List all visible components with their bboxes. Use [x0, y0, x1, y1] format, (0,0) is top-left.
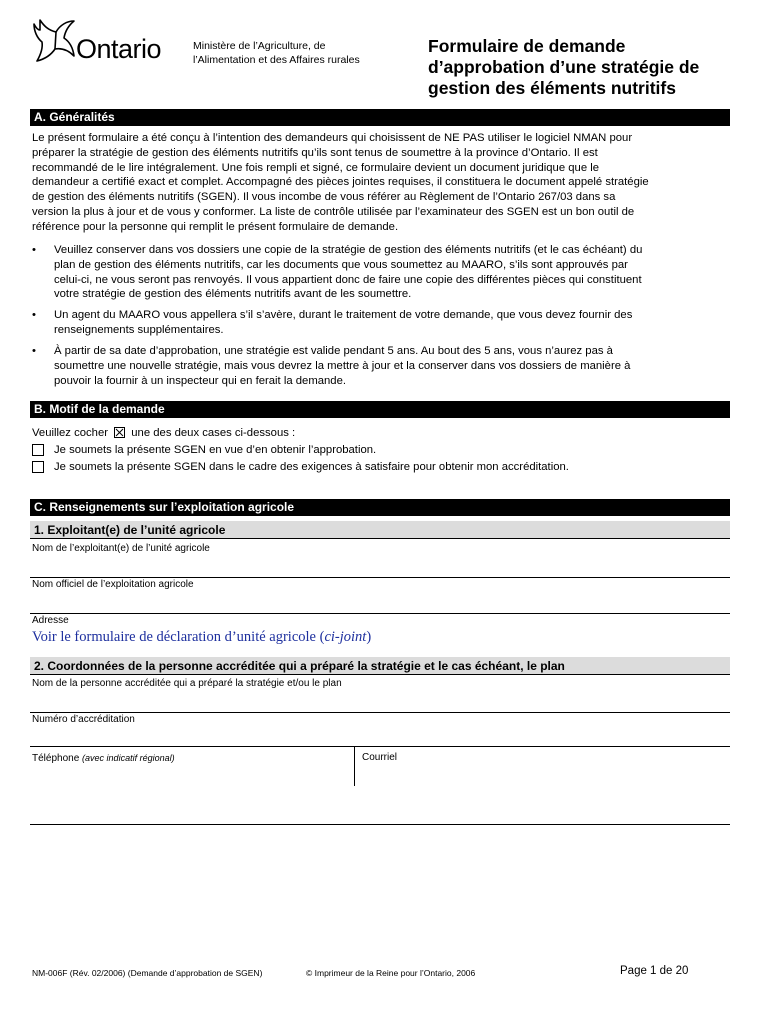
- divider: [30, 746, 730, 747]
- form-title-line-1: Formulaire de demande: [428, 36, 626, 56]
- bullet-line: Veuillez conserver dans vos dossiers une copie de la stratégie de gestion des éléments nutritifs (et le cas échéant) du: [54, 244, 643, 256]
- intro-line: référence pour la personne qui remplit le présent formulaire de demande.: [32, 220, 399, 233]
- accredited-person-label: Nom de la personne accréditée qui a préparé la stratégie et/ou le plan: [32, 678, 342, 689]
- divider: [30, 577, 730, 578]
- phone-label: [32, 752, 175, 765]
- accreditation-number-field[interactable]: [30, 727, 730, 745]
- accreditation-number-label: Numéro d’accréditation: [32, 714, 135, 725]
- address-label: Adresse: [32, 615, 69, 626]
- bullet-line: soumettre une nouvelle stratégie, mais vous devrez la mettre à jour et la conserver dans vos dossiers de manière à: [54, 359, 631, 372]
- form-title: [428, 36, 748, 99]
- email-label: Courriel: [362, 752, 398, 763]
- official-name-field[interactable]: [30, 592, 730, 612]
- bullet-item-agent: [32, 308, 720, 338]
- operator-name-label: Nom de l’exploitant(e) de l’unité agricole: [32, 543, 210, 554]
- divider: [30, 712, 730, 713]
- bullet-line: À partir de sa date d’approbation, une stratégie est valide pendant 5 ans. Au bout des 5 ans, vous n’aurez pas à: [54, 345, 613, 357]
- bullet-item-validity: [32, 344, 720, 389]
- intro-line: version la plus à jour et de vous y conformer. La liste de contrôle utilisée par l’examinateur des SGEN est un bon outil de: [32, 205, 635, 218]
- bullet-item-copy: [32, 243, 720, 303]
- address-value-text: Voir le formulaire de déclaration d’unité agricole (: [32, 629, 325, 645]
- phone-label-text: Téléphone: [32, 753, 80, 764]
- field-divider: [354, 746, 355, 786]
- bullet-line: celui-ci, ne vous seront pas renvoyés. Il vous appartient donc de faire une copie des différentes pièces qui constituent: [54, 273, 642, 286]
- section-c-header: C. Renseignements sur l’exploitation agricole: [30, 499, 730, 516]
- intro-line: préparer la stratégie de gestion des éléments nutritifs qu’ils sont tenus de soumettre à la province d’Ontario. Il est: [32, 146, 598, 159]
- bullet-line: votre stratégie de gestion des éléments nutritifs avant de les soumettre.: [54, 288, 412, 301]
- intro-line: recommandé de le lire intégralement. Une fois rempli et signé, ce formulaire devient un document juridique que le: [32, 161, 600, 174]
- page-number: Page 1 de 20: [620, 965, 689, 977]
- approval-option-label: Je soumets la présente SGEN en vue d’en obtenir l’approbation.: [54, 444, 377, 456]
- logo-wordmark: Ontario: [76, 34, 162, 64]
- email-field[interactable]: [358, 765, 728, 785]
- intro-line: de gestion des éléments nutritifs (SGEN). Il vous incombe de vous référer au Règlement de l’Ontario 267/03 dans sa: [32, 191, 616, 204]
- section-b-instruction: [32, 425, 632, 440]
- accredited-person-field[interactable]: [30, 691, 730, 711]
- bullet-line: plan de gestion des éléments nutritifs, car les documents que vous soumettez au MAARO, s’ils sont approuvés par: [54, 258, 628, 271]
- address-value[interactable]: [32, 629, 371, 646]
- section-a-intro: [32, 131, 720, 235]
- ontario-logo: [30, 16, 170, 68]
- address-value-suffix: ): [366, 629, 372, 645]
- ministry-line-2: l’Alimentation et des Affaires rurales: [193, 54, 360, 66]
- accreditation-checkbox[interactable]: [32, 461, 44, 473]
- form-title-line-3: gestion des éléments nutritifs: [428, 78, 676, 98]
- ministry-line-1: Ministère de l’Agriculture, de: [193, 40, 326, 52]
- section-a-header: A. Généralités: [30, 109, 730, 126]
- intro-line: Le présent formulaire a été conçu à l’intention des demandeurs qui choisissent de NE PAS utiliser le logiciel NMAN pour: [32, 132, 633, 144]
- operator-name-field[interactable]: [30, 556, 730, 576]
- divider: [30, 613, 730, 614]
- section-b-header: B. Motif de la demande: [30, 401, 730, 418]
- instruction-text: une des deux cases ci-dessous :: [131, 427, 296, 439]
- official-name-label: Nom officiel de l’exploitation agricole: [32, 579, 194, 590]
- bullet-icon: •: [32, 345, 36, 357]
- subsection-2-header: 2. Coordonnées de la personne accréditée qui a préparé la stratégie et le cas échéant, le plan: [30, 657, 730, 675]
- bullet-icon: •: [32, 309, 36, 321]
- checked-box-icon: [114, 427, 125, 438]
- instruction-text: Veuillez cocher: [32, 427, 108, 439]
- phone-field[interactable]: [30, 765, 352, 785]
- bullet-line: Un agent du MAARO vous appellera s’il s’avère, durant le traitement de votre demande, que vous devez fournir des: [54, 309, 633, 321]
- approval-checkbox[interactable]: [32, 444, 44, 456]
- form-title-line-2: d’approbation d’une stratégie de: [428, 57, 700, 77]
- bullet-line: pouvoir la fournir à un inspecteur qui en ferait la demande.: [54, 374, 347, 387]
- subsection-1-header: 1. Exploitant(e) de l’unité agricole: [30, 521, 730, 539]
- bullet-line: renseignements supplémentaires.: [54, 323, 224, 336]
- phone-label-note: (avec indicatif régional): [82, 753, 175, 763]
- accreditation-option-label: Je soumets la présente SGEN dans le cadre des exigences à satisfaire pour obtenir mon accréditation.: [54, 461, 569, 473]
- ministry-name: [193, 39, 403, 67]
- divider: [30, 824, 730, 825]
- form-number: NM-006F (Rév. 02/2006) (Demande d’approbation de SGEN): [32, 968, 263, 978]
- bullet-icon: •: [32, 244, 36, 256]
- address-value-italic: ci-joint: [324, 629, 367, 645]
- copyright: © Imprimeur de la Reine pour l’Ontario, 2006: [306, 968, 476, 978]
- intro-line: demandeur a certifié exact et complet. Accompagné des pièces jointes requises, il constituera le document appelé stratégie: [32, 176, 649, 189]
